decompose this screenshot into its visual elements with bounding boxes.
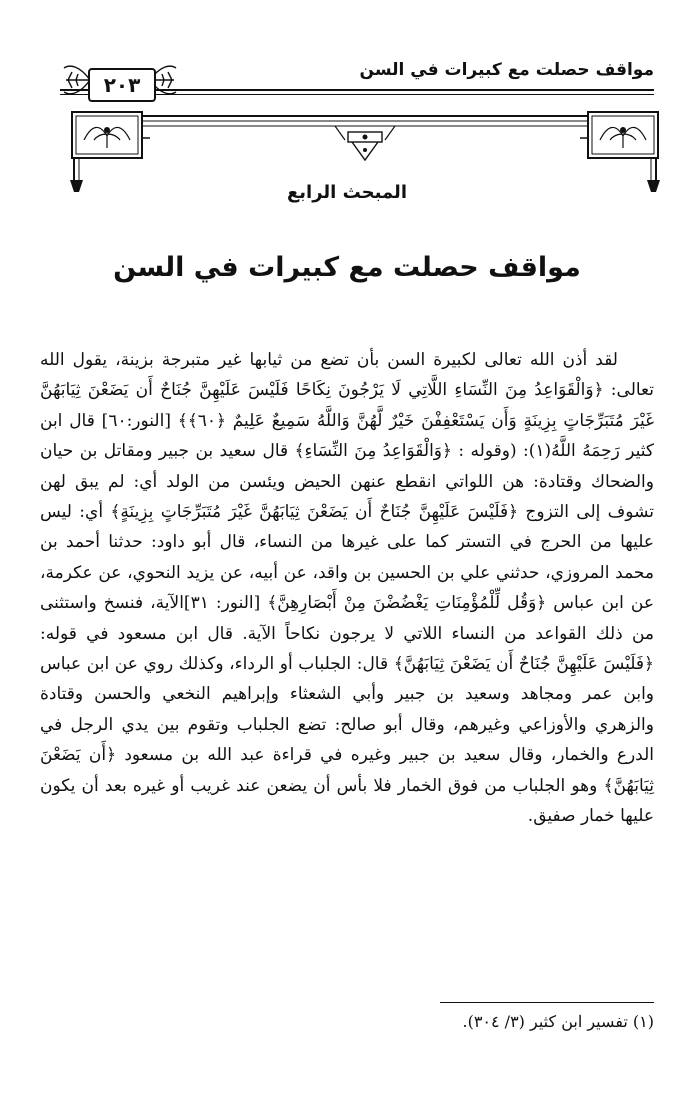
section-label: المبحث الرابع [287,182,407,203]
body-paragraph: لقد أذن الله تعالى لكبيرة السن بأن تضع من ثيابها غير متبرجة بزينة، يقول الله تعالى: ﴿وَالْقَوَاعِدُ مِنَ النِّسَاءِ اللَّاتِي لَا يَرْجُونَ نِكَاحًا فَلَيْسَ عَلَيْهِنَّ جُنَاحٌ أَن يَضَعْنَ ثِيَابَهُنَّ غَيْرَ مُتَبَرِّجَاتٍ بِزِينَةٍ وَأَن يَسْتَعْفِفْنَ خَيْرٌ لَّهُنَّ وَاللَّهُ سَمِيعٌ عَلِيمٌ ﴿٦٠﴾﴾ [النور:٦٠] قال ابن كثير رَحِمَهُ اللَّهُ(١): (وقوله : ﴿وَالْقَوَاعِدُ مِنَ النِّسَاءِ﴾ قال سعيد بن جبير ومقاتل بن حيان والضحاك وقتادة: هن اللواتي انقطع عنهن الحيض ويئسن من الولد أي: لم يبق لهن تشوف إلى التزوج ﴿فَلَيْسَ عَلَيْهِنَّ جُنَاحٌ أَن يَضَعْنَ ثِيَابَهُنَّ غَيْرَ مُتَبَرِّجَاتٍ بِزِينَةٍ﴾ أي: ليس عليها من الحرج في التستر كما على غيرها من النساء، قال أبو داود: حدثنا أحمد بن محمد المروزي، حدثني علي بن الحسين بن واقد، عن أبيه، عن يزيد النحوي، عن عكرمة، عن ابن عباس ﴿وَقُل لِّلْمُؤْمِنَاتِ يَغْضُضْنَ مِنْ أَبْصَارِهِنَّ﴾ [النور: ٣١]الآية، فنسخ واستثنى من ذلك القواعد من النساء اللاتي لا يرجون نكاحاً الآية. قال ابن مسعود في قوله: ﴿فَلَيْسَ عَلَيْهِنَّ جُنَاحٌ أَن يَضَعْنَ ثِيَابَهُنَّ﴾ قال: الجلباب أو الرداء، وكذلك روي عن ابن عباس وابن عمر ومجاهد وسعيد بن جبير وأبي الشعثاء وإبراهيم النخعي والحسن وقتادة والزهري والأوزاعي وغيرهم، وقال أبو صالح: تضع الجلباب وتقوم بين يدي الرجل في الدرع والخمار، وقال سعيد بن جبير وغيره في قراءة عبد الله بن مسعود ﴿أَن يَضَعْنَ ثِيَابَهُنَّ﴾ وهو الجلباب من فوق الخمار فلا بأس أن يضعن عند غريب أو غيره بعد أن يكون عليها خمار صفيق. [40,350,655,827]
running-title: مواقف حصلت مع كبيرات في السن [359,60,654,80]
footnote-rule [440,1002,654,1003]
page-number: ٢٠٣ [88,68,156,102]
body-text [40,345,654,832]
footnote: (١) تفسير ابن كثير (٣/ ٣٠٤). [462,1012,654,1031]
chapter-title: مواقف حصلت مع كبيرات في السن [113,252,581,283]
